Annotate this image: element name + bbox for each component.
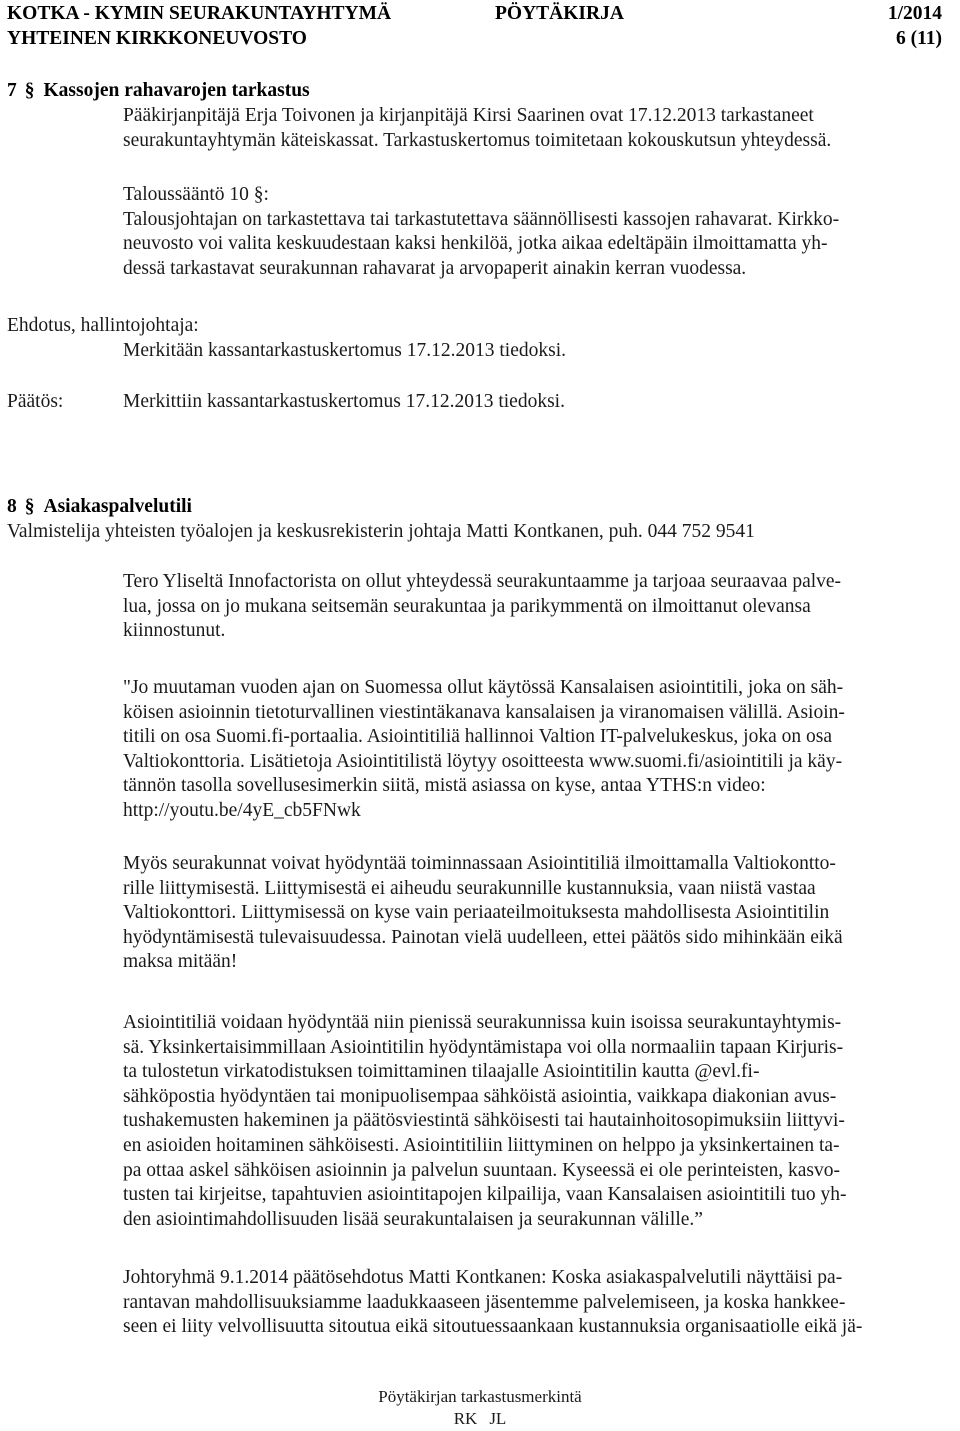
text-line: sä. Yksinkertaisimmillaan Asiointitilin hyödyntämistapa voi olla normaaliin tapaan Kirjuris- [123, 1036, 844, 1058]
decision-label: Päätös: [7, 391, 64, 412]
text-line: tusten tai kirjeitse, tapahtuvien asiointitapojen kilpailija, vaan Kansalaisen asiointitili tuo yh- [123, 1184, 847, 1206]
text-line: köisen asioinnin tietoturvallinen viestintäkanava kansalaisen ja viranomaisen välillä. Asioin- [123, 701, 845, 723]
proposal-label: Ehdotus, hallintojohtaja: [7, 315, 199, 336]
decision-text [123, 390, 948, 415]
paragraph-3 [123, 852, 948, 975]
text-line: en asioiden hoitaminen sähköisesti. Asiointitiliin liittyminen on helppo ja yksinkertainen ta- [123, 1134, 840, 1156]
text-line: pa ottaa askel sähköisen asioinnin ja palvelun suuntaan. Kyseessä ei ole perinteisten, kasvo- [123, 1159, 840, 1181]
video-link[interactable]: http://youtu.be/4yE_cb5FNwk [123, 799, 361, 821]
page-number: 6 (11) [895, 28, 942, 49]
text-line: tushakemusten hakeminen ja päätösviestintä sähköisesti tai hautainhoitosopimuksiin liittyvi- [123, 1110, 845, 1132]
text-line: Valtiokonttori. Liittymisessä on kyse vain periaateilmoituksesta mahdollisesta Asiointitilin [123, 902, 830, 924]
paragraph-sign: § [24, 496, 35, 517]
text-line: sähköpostia hyödyntäen tai monipuolisempaa sähköistä asiointia, vaikkapa diakonian avus- [123, 1085, 837, 1107]
text-line: lua, jossa on jo mukana seitsemän seurakuntaa ja parikymmentä on ilmoittanut olevansa [123, 595, 811, 617]
text-line: Johtoryhmä 9.1.2014 päätösehdotus Matti Kontkanen: Koska asiakaspalvelutili näyttäisi pa- [123, 1267, 843, 1288]
paragraph-2 [123, 676, 948, 824]
text-line: rille liittymisestä. Liittymisestä ei aiheudu seurakunnille kustannuksia, vaan niistä vastaa [123, 877, 816, 899]
text-line: rantavan mahdollisuuksiamme laadukkaaseen jäsentemme palvelemiseen, ja koska hankkee- [123, 1291, 846, 1313]
text-line: hyödyntämisestä tulevaisuudessa. Painotan vielä uudelleen, ettei päätös sido mihinkään eikä [123, 926, 843, 948]
initials-1: RK [453, 1409, 478, 1428]
document-number: 1/2014 [887, 3, 942, 24]
text-line: titili on osa Suomi.fi-portaalia. Asiointitiliä hallinnoi Valtion IT-palvelukeskus, joka on osa [123, 726, 832, 748]
text-line: Myös seurakunnat voivat hyödyntää toiminnassaan Asiointitiliä ilmoittamalla Valtiokontto- [123, 853, 836, 874]
header-row-1 [7, 2, 942, 27]
text-line: Pääkirjanpitäjä Erja Toivonen ja kirjanpitäjä Kirsi Saarinen ovat 17.12.2013 tarkastaneet [123, 105, 814, 126]
section-number: 8 [7, 496, 17, 517]
document-type: PÖYTÄKIRJA [495, 3, 624, 24]
text-line: seen ei liity velvollisuutta sitoutua eikä sitoutuessaankaan kustannuksia organisaatiolle eikä jä- [123, 1316, 863, 1338]
header-row-2 [7, 27, 942, 52]
text-line: seurakuntayhtymän käteiskassat. Tarkastuskertomus toimitetaan kokouskutsun yhteydessä. [123, 129, 832, 151]
text-line: ta tulostetun virkatodistuksen toimittaminen tilaajalle Asiointitilin kautta @evl.fi- [123, 1061, 760, 1083]
section-heading: Kassojen rahavarojen tarkastus [43, 80, 310, 101]
text-line: dessä tarkastavat seurakunnan rahavarat ja arvopaperit ainakin kerran vuodessa. [123, 257, 747, 279]
rule-heading: Taloussääntö 10 §: [123, 184, 269, 205]
text-line: Merkitään kassantarkastuskertomus 17.12.2013 tiedoksi. [123, 340, 567, 361]
preparer-line: Valmistelija yhteisten työalojen ja keskusrekisterin johtaja Matti Kontkanen, puh. 044 752 9541 [7, 521, 755, 542]
paragraph-5 [123, 1266, 948, 1340]
footer-label: Pöytäkirjan tarkastusmerkintä [378, 1387, 582, 1406]
paragraph-sign: § [24, 80, 35, 101]
text-line: Merkittiin kassantarkastuskertomus 17.12.2013 tiedoksi. [123, 391, 565, 412]
text-line: tännön tasolla sovellusesimerkin siitä, mistä asiassa on kyse, antaa YTHS:n video: [123, 775, 766, 797]
section-7-title [7, 79, 310, 104]
section-7-intro [123, 104, 948, 153]
text-line: neuvosto voi valita keskuudestaan kaksi henkilöä, jotka aikaa edeltäpäin ilmoittamatta yh- [123, 233, 828, 255]
text-line: kiinnostunut. [123, 620, 226, 642]
footer-initials [0, 1408, 960, 1430]
text-line: "Jo muutaman vuoden ajan on Suomessa ollut käytössä Kansalaisen asiointitili, joka on säh- [123, 677, 844, 698]
section-7-rule [123, 183, 948, 281]
text-line: maksa mitään! [123, 951, 238, 973]
initials-2: JL [489, 1409, 507, 1428]
section-heading: Asiakaspalvelutili [43, 496, 192, 517]
section-number: 7 [7, 80, 17, 101]
paragraph-4 [123, 1011, 948, 1232]
text-line: den asiointimahdollisuuden lisää seurakuntalaisen ja seurakunnan välille.” [123, 1208, 703, 1230]
text-line: Valtiokonttoria. Lisätietoja Asiointitilistä löytyy osoitteesta www.suomi.fi/asiointitili ja käy- [123, 750, 843, 772]
text-line: Asiointitiliä voidaan hyödyntää niin pienissä seurakunnissa kuin isoissa seurakuntayhtymis- [123, 1012, 842, 1033]
paragraph-1 [123, 570, 948, 644]
proposal-text [123, 339, 948, 364]
text-line: Talousjohtajan on tarkastettava tai tarkastutettava säännöllisesti kassojen rahavarat. Kirkko- [123, 208, 840, 230]
body-name: YHTEINEN KIRKKONEUVOSTO [7, 28, 307, 49]
text-line: Tero Yliseltä Innofactorista on ollut yhteydessä seurakuntaamme ja tarjoaa seuraavaa palve- [123, 571, 842, 592]
organization-name: KOTKA - KYMIN SEURAKUNTAYHTYMÄ [7, 3, 392, 24]
section-8-title [7, 495, 192, 520]
